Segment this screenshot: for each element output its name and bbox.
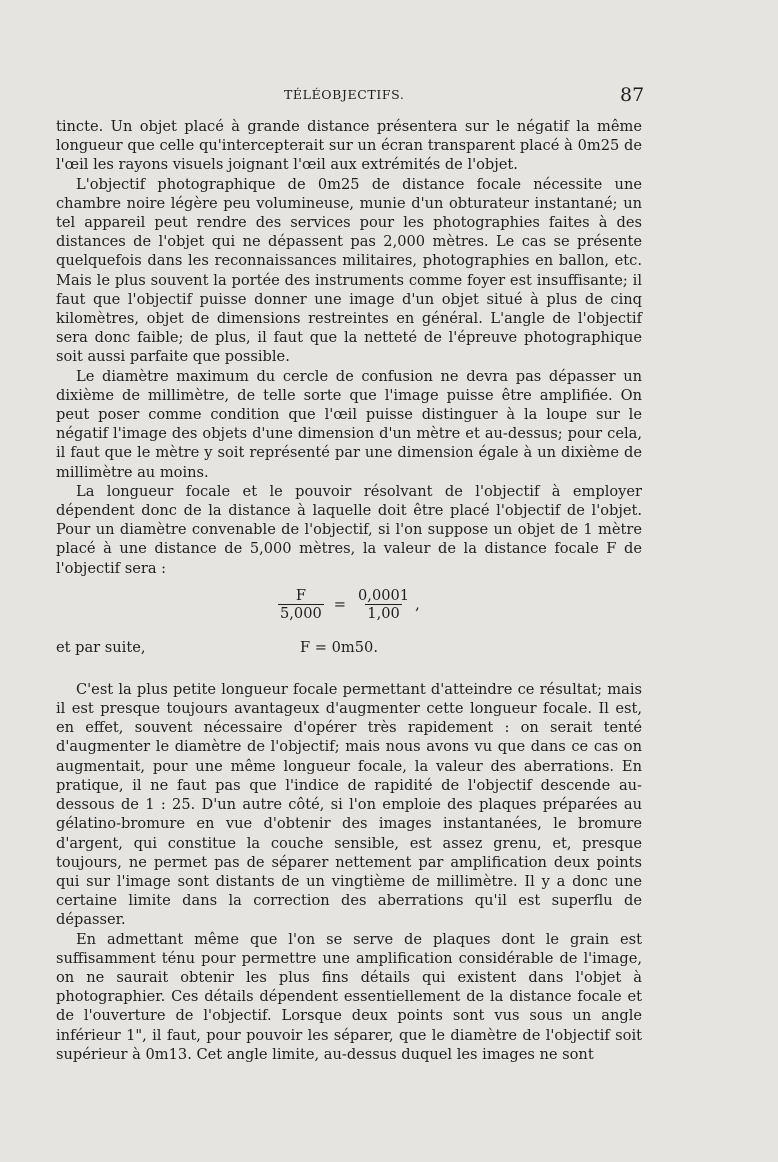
- rhs-fraction: [356, 588, 411, 622]
- consequence-line: [56, 638, 642, 658]
- paragraph-5: C'est la plus petite longueur focale permettant d'atteindre ce résultat; mais il est presque toujours avantageux d'augmenter cette longueur focale. Il est, en effet, souvent nécessaire d'opérer très rapidement : on serait tenté d'augmenter le diamètre de l'objectif; mais nous avons vu que dans ce cas on augmentait, pour une même longueur focale, la valeur des aberrations. En pratique, il ne faut pas que l'indice de rapidité de l'objectif descende au-dessous de 1 : 25. D'un autre côté, si l'on emploie des plaques préparées au gélatino-bromure en vue d'obtenir des images instantanées, le bromure d'argent, qui constitue la couche sensible, est assez grenu, et, presque toujours, ne permet pas de séparer nettement par amplification deux points qui sur l'image sont distants de un vingtième de millimètre. Il y a donc une certaine limite dans la correction des aberrations qu'il est superflu de dépasser.: [56, 680, 642, 929]
- rhs-denominator: 1,00: [367, 604, 400, 622]
- formula-block: [56, 584, 642, 668]
- page-header: [0, 84, 778, 108]
- formula-comma: ,: [415, 596, 420, 614]
- lhs-numerator: F: [295, 586, 306, 604]
- paragraph-4: La longueur focale et le pouvoir résolvant de l'objectif à employer dépendent donc de la distance à laquelle doit être placé l'objectif de l'objet. Pour un diamètre convenable de l'objectif, si l'on suppose un objet de 1 mètre placé à une distance de 5,000 mètres, la valeur de la distance focale F de l'objectif sera :: [56, 482, 642, 577]
- lhs-denominator: 5,000: [280, 604, 322, 622]
- consequence-label: et par suite,: [56, 638, 146, 656]
- paragraph-2: L'objectif photographique de 0m25 de distance focale nécessite une chambre noire légère peu volumineuse, munie d'un obturateur instantané; un tel appareil peut rendre des services pour les photographies faites à des distances de l'objet qui ne dépassent pas 2,000 mètres. Le cas se présente quelquefois dans les reconnaissances militaires, photographies en ballon, etc. Mais le plus souvent la portée des instruments comme foyer est insuffisante; il faut que l'objectif puisse donner une image d'un objet situé à plus de cinq kilomètres, objet de dimensions restreintes en général. L'angle de l'objectif sera donc faible; de plus, il faut que la netteté de l'épreuve photographique soit aussi parfaite que possible.: [56, 175, 642, 366]
- page-number: 87: [620, 84, 645, 106]
- running-head: TÉLÉOBJECTIFS.: [284, 87, 405, 102]
- paragraph-6: En admettant même que l'on se serve de plaques dont le grain est suffisamment ténu pour permettre une amplification considérable de l'image, on ne saurait obtenir les plus fins détails qui existent dans l'objet à photographier. Ces détails dépendent essentiellement de la distance focale et de l'ouverture de l'objectif. Lorsque deux points sont vus sous un angle inférieur 1", il faut, pour pouvoir les séparer, que le diamètre de l'objectif soit supérieur à 0m13. Cet angle limite, au-dessus duquel les images ne sont: [56, 930, 642, 1063]
- focal-equation: [278, 588, 420, 622]
- paragraph-1: tincte. Un objet placé à grande distance présentera sur le négatif la même longueur que celle qu'intercepterait sur un écran transparent placé à 0m25 de l'œil les rayons visuels joignant l'œil aux extrémités de l'objet.: [56, 118, 642, 174]
- body-text: [56, 117, 642, 1064]
- equals-sign: =: [333, 596, 347, 614]
- focal-result: F = 0m50.: [300, 638, 378, 656]
- lhs-fraction: [278, 588, 324, 622]
- rhs-numerator: 0,0001: [358, 586, 410, 604]
- paragraph-3: Le diamètre maximum du cercle de confusion ne devra pas dépasser un dixième de millimètre, de telle sorte que l'image puisse être amplifiée. On peut poser comme condition que l'œil puisse distinguer à la loupe sur le négatif l'image des objets d'une dimension d'un mètre et au-dessus; pour cela, il faut que le mètre y soit représenté par une dimension égale à un dixième de millimètre au moins.: [56, 367, 642, 481]
